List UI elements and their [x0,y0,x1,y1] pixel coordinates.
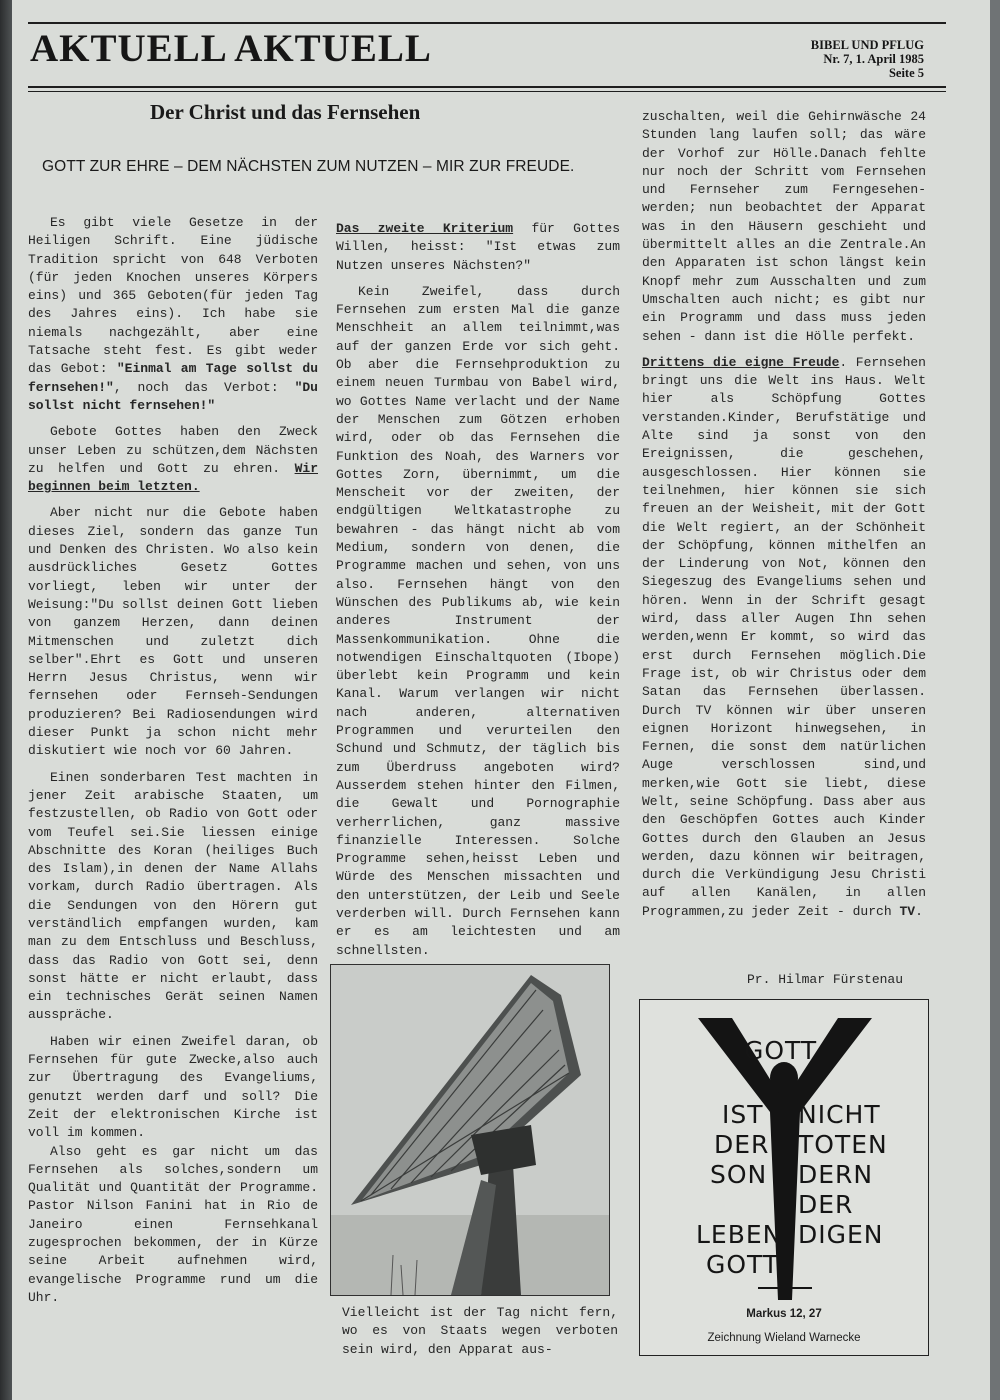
col1-paragraph-1 [28,214,318,415]
drawing-word-ist: IST [722,1100,764,1129]
drawing-word-nicht: NICHT [798,1100,881,1129]
drawing-word-dern: DERN [798,1160,874,1189]
col2-p1-text: für Gottes Willen, heisst: "Ist etwas zum Nutzen unseres Nächsten?" [336,221,620,273]
col1-paragraph-2 [28,423,318,496]
col1-paragraph-5: Haben wir einen Zweifel daran, ob Fernsehen für gute Zwecke,also auch zur Übertragung des Evangeliums, genutzt werden darf und soll? Die Zeit der elektronischen Kirche ist voll im kommen. [28,1033,318,1141]
col1-paragraph-3: Aber nicht nur die Gebote haben dieses Ziel, sondern das ganze Tun und Denken des Christen. Wo also kein ausdrückliches Gesetz Gottes vorliegt, leben wir unter der Weisung:"Du sollst deinen Gott lieben von ganzem Herzen, dann deinen Mitmenschen und zuletzt dich selber".Ehrt es Gott und unseren Herrn Jesus Christus, wenn wir fernsehen oder Fernseh-Sendungen produzieren? Bei Radiosendungen wird dieser Punkt ja schon nicht mehr diskutiert wie noch vor 60 Jahren. [28,505,318,759]
col1-p1-command-bold: "Einmal am Tage sollst du fernsehen!" [28,361,318,395]
header-rule-top [28,22,946,24]
masthead: AKTUELL AKTUELL [30,27,432,70]
newspaper-page [12,0,990,1400]
col3-p2-period: . [915,903,923,919]
publication-name: BIBEL UND PFLUG [810,38,924,52]
photo-caption: Vielleicht ist der Tag nicht fern, wo es von Staats wegen verboten sein wird, den Apparat aus- [342,1305,618,1357]
drawing-word-der-1: DER [714,1130,770,1159]
drawing-word-digen: DIGEN [798,1220,884,1249]
article-subtitle: GOTT ZUR EHRE – DEM NÄCHSTEN ZUM NUTZEN – MIR ZUR FREUDE. [42,158,575,175]
header-rule-bottom-2 [28,91,946,92]
col1-p1-text: Es gibt viele Gesetze in der Heiligen Schrift. Eine jüdische Tradition spricht von 648 Verboten (für jeden Knochen unseres Körpers eins) und 365 Geboten(für jeden Tag des Jahres eins). Ich habe sie niemals nachgezählt, aber eine Tatsache steht fest. Es gibt weder das Gebot: [28,215,318,377]
col3-paragraph-2 [642,354,926,921]
publication-info [811,38,924,80]
satellite-dish-icon [331,965,609,1295]
col3-paragraph-1: zuschalten, weil die Gehirnwäsche 24 Stunden lang laufen soll; das wäre der Vorhof zur Hölle.Danach fehlte nur noch der Schritt vom Fernsehen und Fernseher zum Ferngesehen-werden; nun beobachtet der Apparat was in den Häusern geschieht und übermittelt alles an die Zentrale.An den Apparaten ist schon längst kein Knopf mehr zum Ausschalten und zum Umschalten auch nicht; es gibt nur ein Programm und dass muss jeden sehen - dann ist die Hölle perfekt. [642,109,926,344]
col1-p2-text: Gebote Gottes haben den Zweck unser Leben zu schützen,dem Nächsten zu helfen und Gott zu ehren. [28,424,318,476]
col1-p1-prohibition-bold: "Du sollst nicht fernsehen!" [28,379,318,413]
issue-date: Nr. 7, 1. April 1985 [823,52,924,66]
article-title: Der Christ und das Fernsehen [150,100,421,124]
page-number: Seite 5 [888,66,924,80]
drawing-word-toten: TOTEN [798,1130,888,1159]
col1-p1-text-2: , noch das Verbot: [113,379,279,395]
satellite-dish-photo [330,964,610,1296]
col1-p2-underlined: Wir beginnen beim letzten. [28,460,318,495]
column-3 [642,108,926,921]
bible-reference: Markus 12, 27 [746,1308,822,1320]
col1-paragraph-4: Einen sonderbaren Test machten in jener Zeit arabische Staaten, um festzustellen, ob Radio von Gott oder vom Teufel sei.Sie liessen einige Abschnitte des Koran (heiliges Buch des Islam),in denen der Name Allahs vorkam, durch Radio übertragen. Als die Sendungen von den Hörern gut verständlich empfangen wurden, kam man zu dem Entschluss und Beschluss, dass das Radio von Gott sei, denn sonst hätte er nicht erlaubt, dass ein technisches Gerät seinen Namen ausspräche. [28,769,318,1023]
column-1 [28,214,318,1307]
illustration-box [639,999,929,1356]
drawing-word-gott-bottom: GOTT [706,1250,780,1279]
col2-paragraph-2: Kein Zweifel, dass durch Fernsehen zum ersten Mal die ganze Menschheit an allem teilnimmt,was auf der ganzen Erde vor sich geht. Ob aber die Fernsehproduktion zu einem neuen Turmbau von Babel wird, wo Gottes Name verlacht und der Name der Menschen zum Götzen erhoben wird, oder ob das Fernsehen die Funktion des Noah, des Warners vor Gottes Zorn, übernimmt, um die Menscheit vor der zweiten, der endgültigen Weltkatastrophe zu bewahren - das hängt nicht ab vom Medium, sondern von denen, die Programme machen und sehen, von uns also. Fernsehen hängt von den Wünschen des Publikums ab, wie kein anderes Instrument der Massenkommunikation. Ohne die notwendigen Einschaltquoten (Ibope) überlebt kein Programm und kein Kanal. Warum verlangen wir nicht nach anderen, alternativen Programmen und verurteilen den Schund und Schmutz, der täglich bis zum Überdruss angeboten wird? Ausserdem stehen hinter den Filmen, die Gewalt und Pornographie verherrlichen, ganz massive finanzielle Interessen. Solche Programme sehen,heisst Leben und Würde des Menschen missachten und den unterstützen, der Leib und Seele verderben will. Durch Fernsehen kann er es am leichtesten und am schnellsten. [336,283,620,958]
col3-p2-text: . Fernsehen bringt uns die Welt ins Haus. Welt hier als Schöpfung Gottes verstanden.Kinder, Berufstätige und Alte sind ja sonst von den Ereignissen, die geschehen, ausgeschlossen. Hier können sie teilnehmen, hier können sie sich freuen an der Weisheit, mit der Gott die Welt regiert, an der Schönheit der Schöpfung, können mithelfen an der Linderung von Not, können den Siegeszug des Evangeliums sehen und hören. Wenn in der Schrift gesagt wird, dass aller Augen Ihn sehen werden,wenn Er kommt, so wird das erst durch Fernsehen möglich.Die Frage ist, ob wir Christus oder dem Satan das Fernsehen überlassen. Durch TV können wir über unseren eignen Horizont hinwegsehen, in Fernen, die sonst dem natürlichen Auge verschlossen sind,und merken,wie Gott sie liebt, diese Welt, seine Schöpfung. Dass aber aus den Geschöpfen Gottes auch Kinder Gottes durch den Glauben an Jesus werden, dazu können wir beitragen, durch die Verkündigung Jesu Christi auf allen Kanälen, in allen Programmen,zu jeder Zeit - durch [642,354,926,919]
drawing-word-der-2: DER [798,1190,854,1219]
drawing-word-leben: LEBEN [696,1220,783,1249]
col1-paragraph-6: Also geht es gar nicht um das Fernsehen als solches,sondern um Qualität und Quantität der Programme. Pastor Nilson Fanini hat in Rio de Janeiro einen Fernsehkanal zugesprochen bekommen, der in Kürze seine Arbeit aufnehmen wird, evangelische Programme rund um die Uhr. [28,1143,318,1305]
drawing-word-gott-top: GOTT [744,1036,818,1065]
column-2 [336,220,620,960]
author-signature: Pr. Hilmar Fürstenau [747,972,904,987]
col3-p2-tv-bold: TV [899,903,916,919]
drawing-word-son: SON [710,1160,768,1189]
col3-p2-underlined: Drittens die eigne Freude [642,354,840,370]
col2-p1-underlined: Das zweite Kriterium [336,221,514,236]
drawing-credit: Zeichnung Wieland Warnecke [707,1332,861,1344]
col2-paragraph-1 [336,220,620,275]
header-rule-bottom-1 [28,86,946,88]
